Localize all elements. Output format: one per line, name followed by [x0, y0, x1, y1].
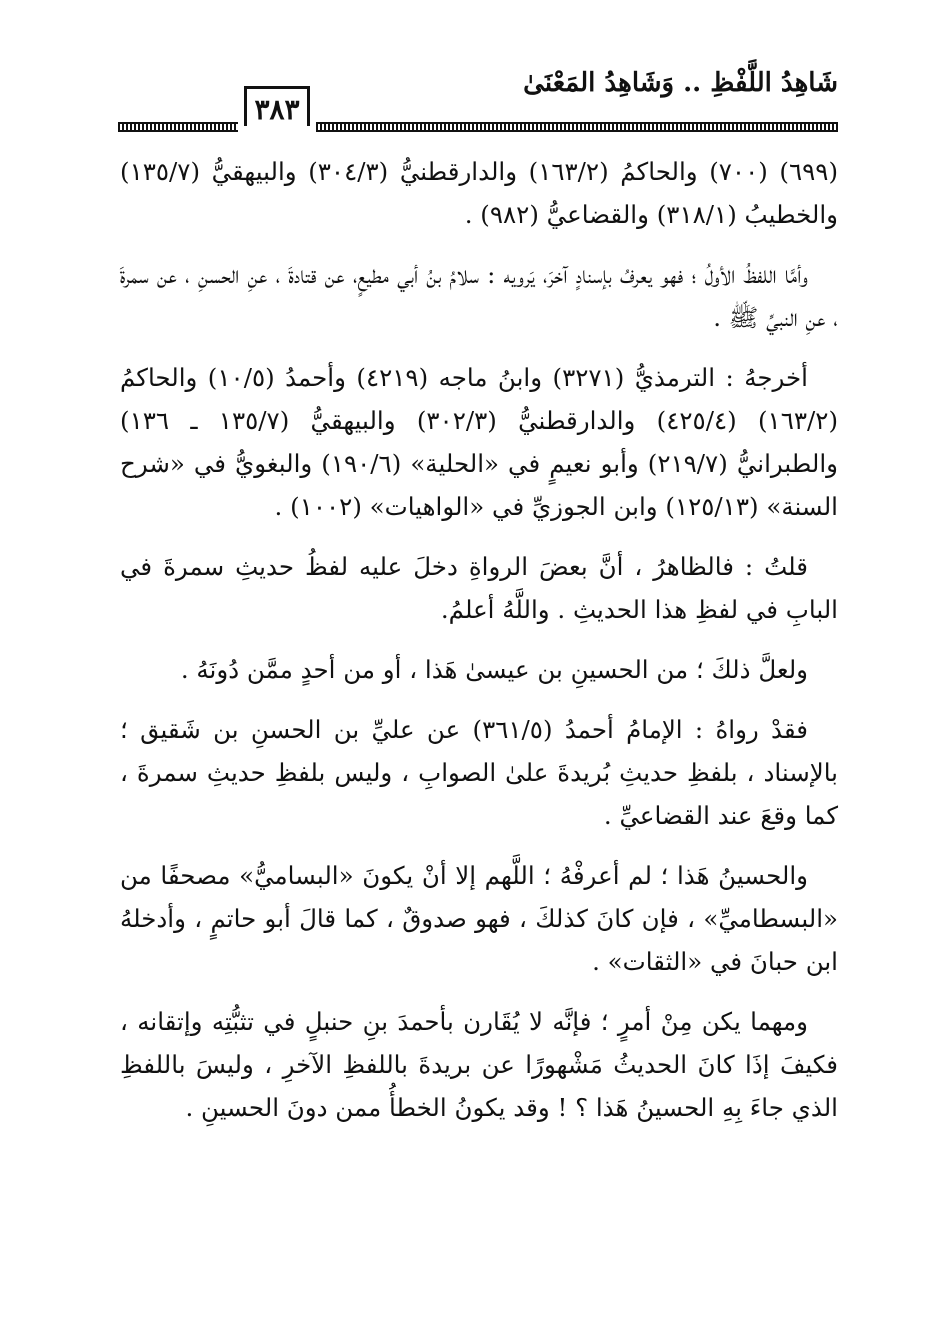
paragraph: أخرجهُ : الترمذيُّ (٣٢٧١) وابنُ ماجه (٤٢١٩) وأحمدُ (١٠/٥) والحاكمُ (١٦٣/٢) (٤٢٥/٤) والدارقطنيُّ (٣٠٢/٣) والبيهقيُّ (١٣٥/٧ ـ ١٣٦) والطبرانيُّ (٢١٩/٧) وأبو نعيمٍ في «الحلية» (١٩٠/٦) والبغويُّ في «شرح السنة» (١٢٥/١٣) وابن الجوزيِّ في «الواهيات» (١٠٠٢) . [120, 363, 838, 521]
paragraph: والحسينُ هَذا ؛ لم أعرفْهُ ؛ اللَّهم إلا أنْ يكونَ «البساميُّ» مصحفًا من «البسطاميِّ» ، فإن كانَ كذلكَ ، فهو صدوقٌ ، كما قالَ أبو حاتمٍ ، وأدخلهُ ابن حبانَ في «الثقات» . [120, 861, 838, 976]
header-rule-right [316, 122, 838, 132]
paragraph: ولعلَّ ذلكَ ؛ من الحسينِ بن عيسىٰ هَذا ، أو من أحدٍ ممَّن دُونَهُ . [180, 655, 808, 684]
paragraph-continuation: (٦٩٩) (٧٠٠) والحاكمُ (١٦٣/٢) والدارقطنيُّ (٣٠٤/٣) والبيهقيُّ (١٣٥/٧) والخطيبُ (٣١٨/١) والقضاعيُّ (٩٨٢) . [120, 157, 839, 229]
running-title: شَاهِدُ اللَّفْظِ .. وَشَاهِدُ المَعْنَىٰ [523, 68, 838, 98]
page-body [120, 150, 838, 1146]
header-rule-left [118, 122, 238, 132]
page-header [118, 62, 838, 132]
page-number: ٣٨٣ [244, 86, 310, 126]
paragraph: فقدْ رواهُ : الإمامُ أحمدُ (٣٦١/٥) عن عليِّ بن الحسنِ بن شَقيق ؛ بالإسناد ، بلفظِ حديثِ بُريدةَ علىٰ الصوابِ ، وليس بلفظِ حديثِ سمرةَ ، كما وقعَ عند القضاعيِّ . [120, 715, 838, 830]
paragraph: وأمَّا اللفظُ الأولُ ؛ فهو يعرفُ بإسنادٍ آخرَ، يَرويه : سلامُ بنُ أبي مطيعٍ، عن قتادةَ ، عنِ الحسنِ ، عن سمرةَ ، عنِ النبيِّ ﷺ . [120, 260, 838, 332]
paragraph: ومهما يكن مِنْ أمرٍ ؛ فإنَّه لا يُقَارن بأحمدَ بنِ حنبلٍ في تثبُّتِه وإتقانه ، فكيفَ إذَا كانَ الحديثُ مَشْهورًا عن بريدةَ باللفظِ الآخرِ ، وليسَ باللفظِ الذي جاءَ بِهِ الحسينُ هَذا ؟ ! وقد يكونُ الخطأُ ممن دونَ الحسينِ . [120, 1007, 838, 1122]
paragraph: قلتُ : فالظاهرُ ، أنَّ بعضَ الرواةِ دخلَ عليه لفظُ حديثِ سمرةَ في البابِ في لفظِ هذا الحديثِ . واللَّهُ أعلمُ. [120, 552, 838, 624]
